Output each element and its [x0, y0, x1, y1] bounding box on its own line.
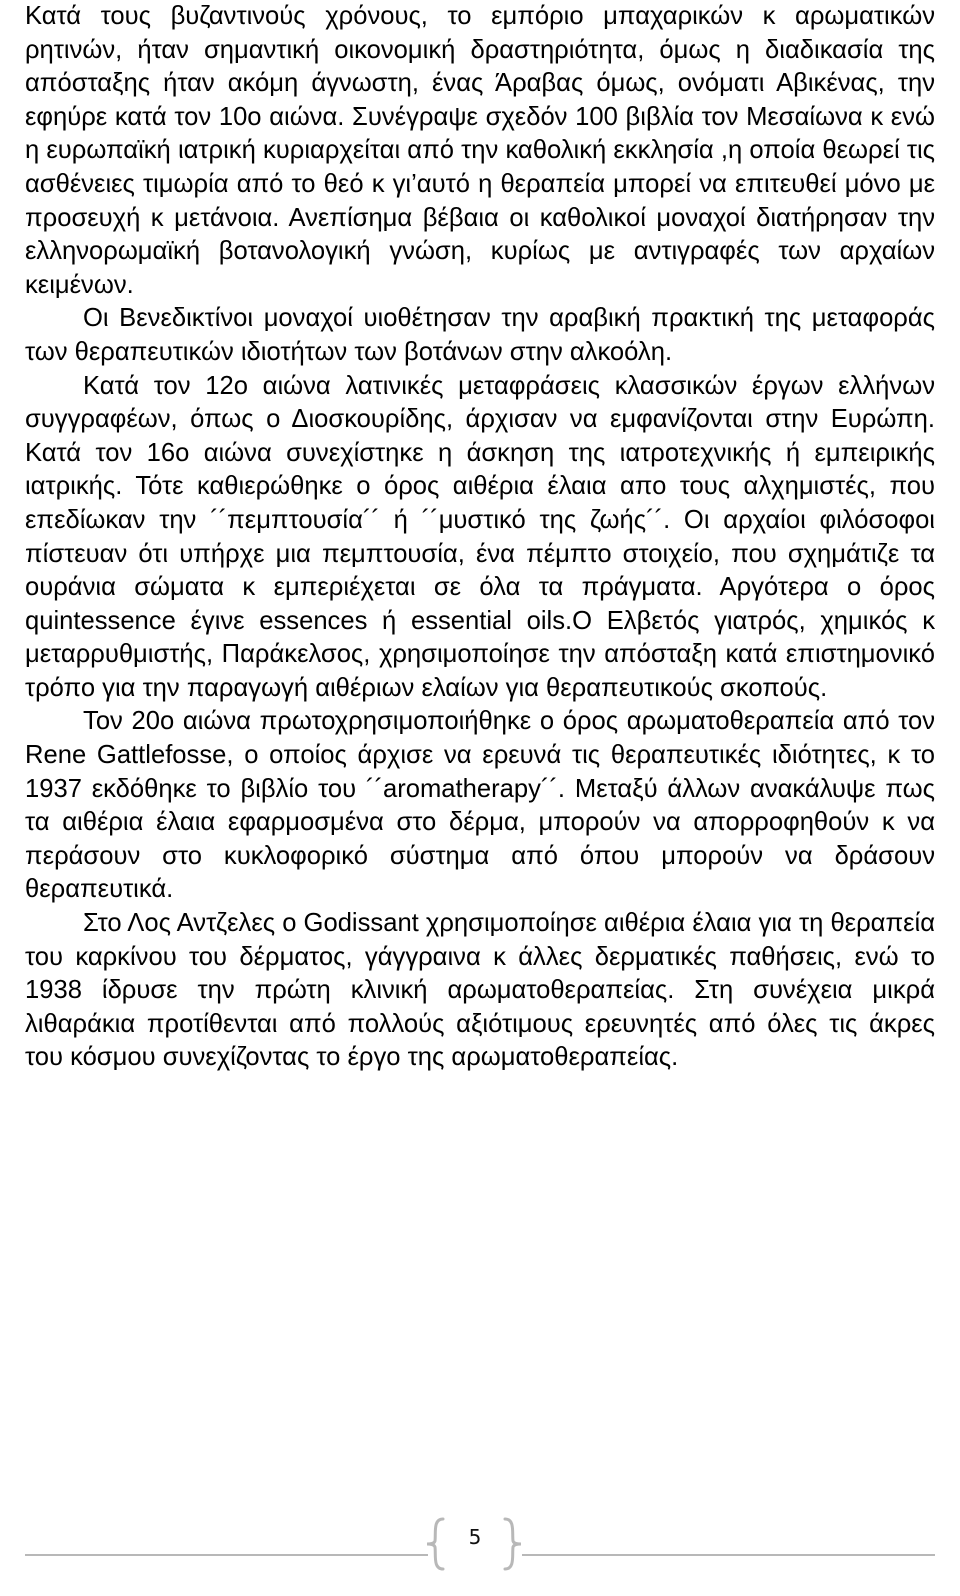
paragraph-benedictine-monks: Οι Βενεδικτίνοι μοναχοί υιοθέτησαν την αραβική πρακτική της μεταφοράς των θεραπευτικών ιδιοτήτων των βοτάνων στην αλκοόλη.: [25, 304, 935, 366]
left-brace-icon: [424, 1517, 448, 1571]
paragraph-20th-century-gattefosse: Τον 20ο αιώνα πρωτοχρησιμοποιήθηκε ο όρος αρωματοθεραπεία από τον Rene Gattlefosse, ο οποίος άρχισε να ερευνά τις θεραπευτικές ιδιότητες, κ το 1937 εκδόθηκε το βιβλίο του ´´aromatherapy´´. Μεταξύ άλλων ανακάλυψε πως τα αιθέρια έλαια εφαρμοσμένα στο δέρμα, μπορούν να απορροφηθούν κ να περάσουν στο κυκλοφορικό σύστημα από όπου μπορούν να δράσουν θεραπευτικά.: [25, 707, 935, 904]
paragraph-godissant-los-angeles: Στο Λος Αντζελες ο Godissant χρησιμοποίησε αιθέρια έλαια για τη θεραπεία του καρκίνου του δέρματος, γάγγραινα κ άλλες δερματικές παθήσεις, ενώ το 1938 ίδρυσε την πρώτη κλινική αρωματοθεραπείας. Στη συνέχεια μικρά λιθαράκια προτίθενται από πολλούς αξιότιμους ερευνητές από όλες τις άκρες του κόσμου συνεχίζοντας το έργο της αρωματοθεραπείας.: [25, 909, 935, 1072]
page-footer: [0, 1515, 960, 1575]
body-text: [25, 0, 935, 1075]
footer-rule-right: [522, 1554, 935, 1556]
footer-rule-left: [25, 1554, 428, 1556]
right-brace-icon: [500, 1517, 524, 1571]
paragraph-12th-16th-century: Κατά τον 12ο αιώνα λατινικές μεταφράσεις κλασσικών έργων ελλήνων συγγραφέων, όπως ο Διοσκουρίδης, άρχισαν να εμφανίζονται στην Ευρώπη. Κατά τον 16ο αιώνα συνεχίστηκε η άσκηση της ιατροτεχνικής ή εμπειρικής ιατρικής. Τότε καθιερώθηκε ο όρος αιθέρια έλαια απο τους αλχημιστές, που επεδίωκαν την ´´πεμπτουσία´´ ή ´´μυστικό της ζωής´´. Οι αρχαίοι φιλόσοφοι πίστευαν ότι υπήρχε μια πεμπτουσία, ένα πέμπτο στοιχείο, που σχημάτιζε τα ουράνια σώματα κ εμπεριέχεται σε όλα τα πράγματα. Αργότερα ο όρος quintessence έγινε essences ή essential oils.Ο Ελβετός γιατρός, χημικός κ μεταρρυθμιστής, Παράκελσος, χρησιμοποίησε την απόσταξη κατά επιστημονικό τρόπο για την παραγωγή αιθέριων ελαίων για θεραπευτικούς σκοπούς.: [25, 371, 935, 702]
page-number: 5: [468, 1525, 482, 1549]
paragraph-byzantine-trade: Κατά τους βυζαντινούς χρόνους, το εμπόριο μπαχαρικών κ αρωματικών ρητινών, ήταν σημαντική οικονομική δραστηριότητα, όμως η διαδικασία της απόσταξης ήταν ακόμη άγνωστη, ένας Άραβας όμως, ονόματι Αβικένας, την εφηύρε κατά τον 10ο αιώνα. Συνέγραψε σχεδόν 100 βιβλία τον Μεσαίωνα κ ενώ η ευρωπαϊκή ιατρική κυριαρχείται από την καθολική εκκλησία ,η οποία θεωρεί τις ασθένειες τιμωρία από το θεό κ γι’αυτό η θεραπεία μπορεί να επιτευθεί μόνο με προσευχή κ μετάνοια. Ανεπίσημα βέβαια οι καθολικοί μοναχοί διατήρησαν την ελληνορωμαϊκή βοτανολογική γνώση, κυρίως με αντιγραφές των αρχαίων κειμένων.: [25, 2, 935, 299]
